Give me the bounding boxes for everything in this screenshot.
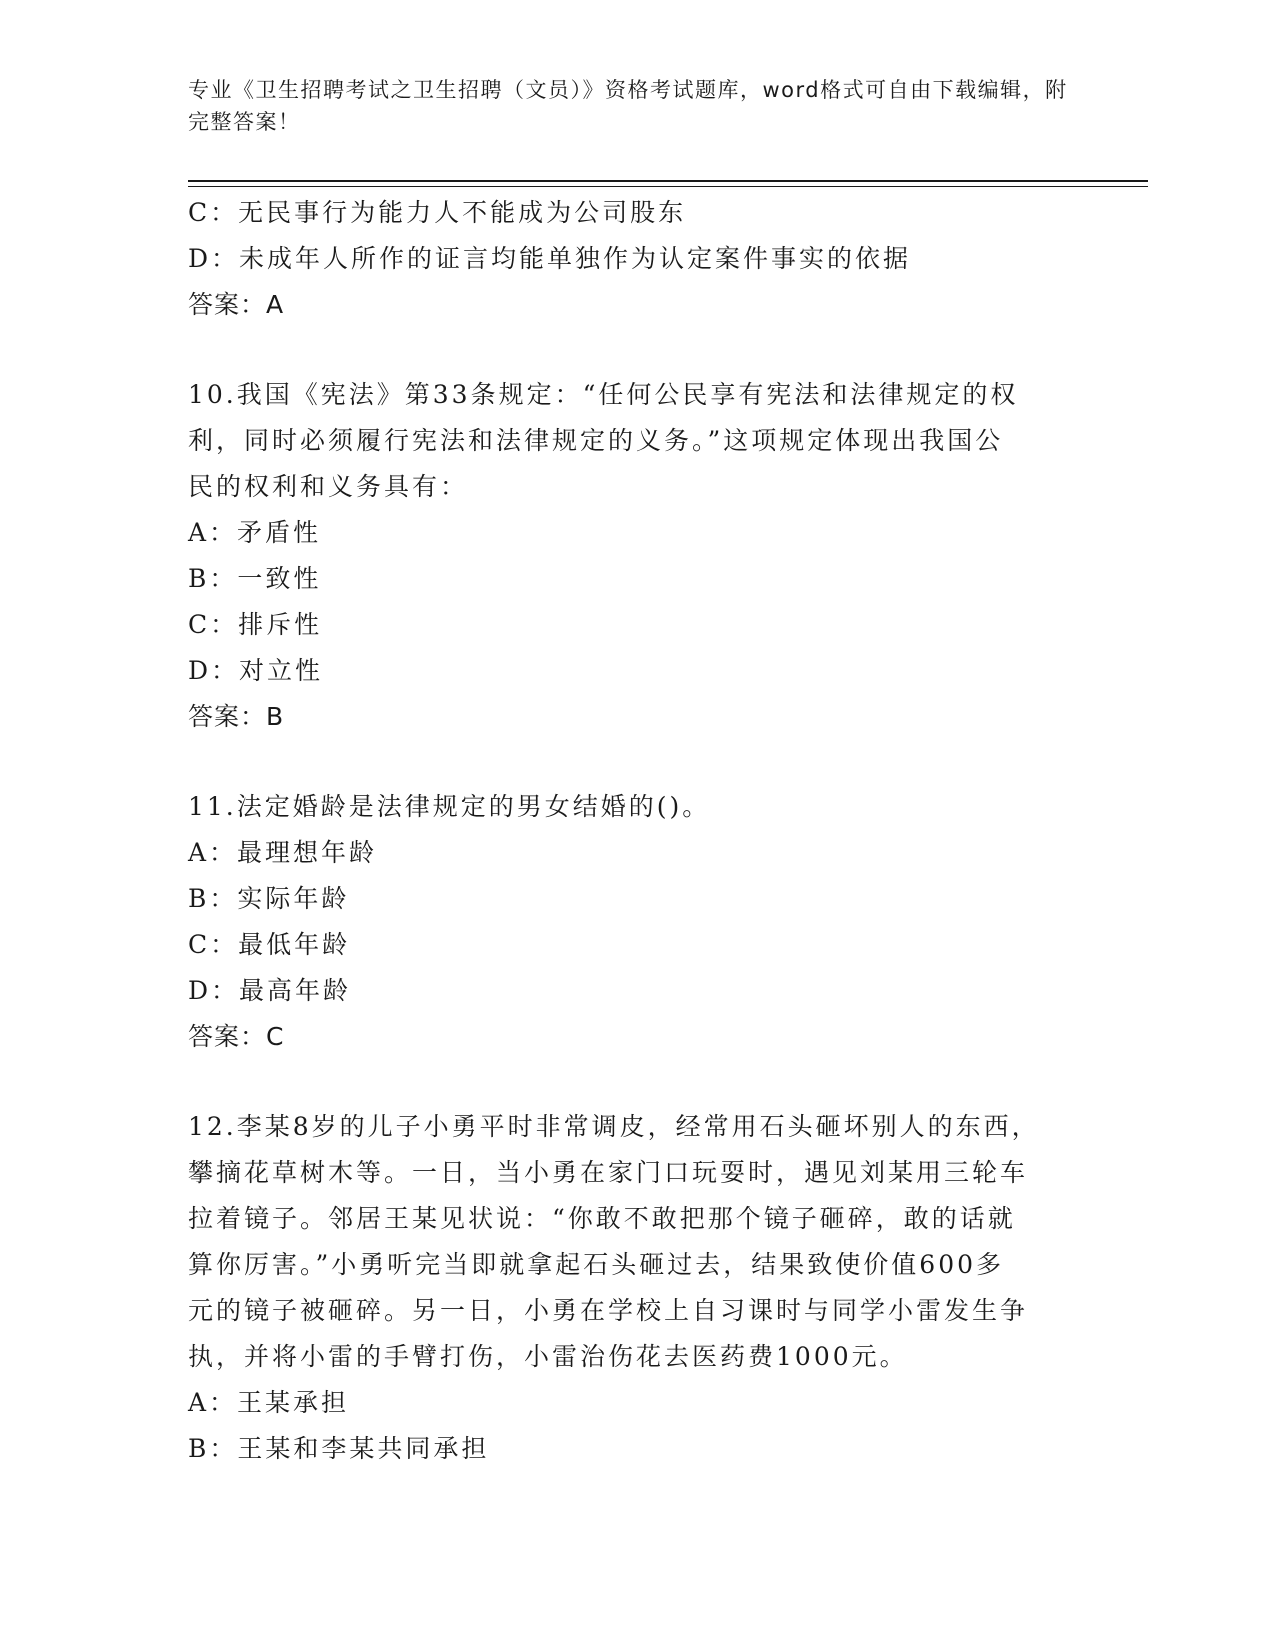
question-stem: 11.法定婚龄是法律规定的男女结婚的()。 [188,792,711,821]
question-stem: 算你厉害。”小勇听完当即就拿起石头砸过去，结果致使价值600多 [188,1250,1005,1279]
question-stem: 执，并将小雷的手臂打伤，小雷治伤花去医药费1000元。 [188,1342,908,1371]
question-10 [188,372,1068,740]
question-11 [188,784,1068,1060]
option-d: D：最高年龄 [188,976,352,1005]
spacer [188,740,1068,784]
question-stem: 10.我国《宪法》第33条规定：“任何公民享有宪法和法律规定的权 [188,380,1019,409]
option-c: C：最低年龄 [188,930,351,959]
option-b: B：一致性 [188,564,322,593]
option-b: B：实际年龄 [188,884,350,913]
answer: 答案：B [188,702,285,731]
question-stem: 攀摘花草树木等。一日，当小勇在家门口玩耍时，遇见刘某用三轮车 [188,1158,1029,1187]
question-12 [188,1104,1068,1472]
option-b: B：王某和李某共同承担 [188,1434,490,1463]
question-stem: 利，同时必须履行宪法和法律规定的义务。”这项规定体现出我国公 [188,426,1004,455]
question-stem: 民的权利和义务具有： [188,472,469,501]
answer: 答案：A [188,290,285,319]
option-a: A：最理想年龄 [188,838,378,867]
question-9 [188,190,1068,328]
question-stem: 拉着镜子。邻居王某见状说：“你敢不敢把那个镜子砸碎，敢的话就 [188,1204,1016,1233]
header-divider-thick [188,180,1148,182]
option-a: A：王某承担 [188,1388,350,1417]
spacer [188,1060,1068,1104]
question-content [188,190,1068,1472]
answer: 答案：C [188,1022,285,1051]
question-stem: 12.李某8岁的儿子小勇平时非常调皮，经常用石头砸坏别人的东西， [188,1112,1040,1141]
option-c: C：排斥性 [188,610,323,639]
option-d: D：未成年人所作的证言均能单独作为认定案件事实的依据 [188,244,912,273]
spacer [188,328,1068,372]
option-d: D：对立性 [188,656,324,685]
option-a: A：矛盾性 [188,518,322,547]
header-divider-thin [188,186,1148,187]
document-header: 专业《卫生招聘考试之卫生招聘（文员）》资格考试题库，word格式可自由下载编辑，附完整答案！ [188,78,1068,134]
option-c: C：无民事行为能力人不能成为公司股东 [188,198,687,227]
question-stem: 元的镜子被砸碎。另一日，小勇在学校上自习课时与同学小雷发生争 [188,1296,1029,1325]
